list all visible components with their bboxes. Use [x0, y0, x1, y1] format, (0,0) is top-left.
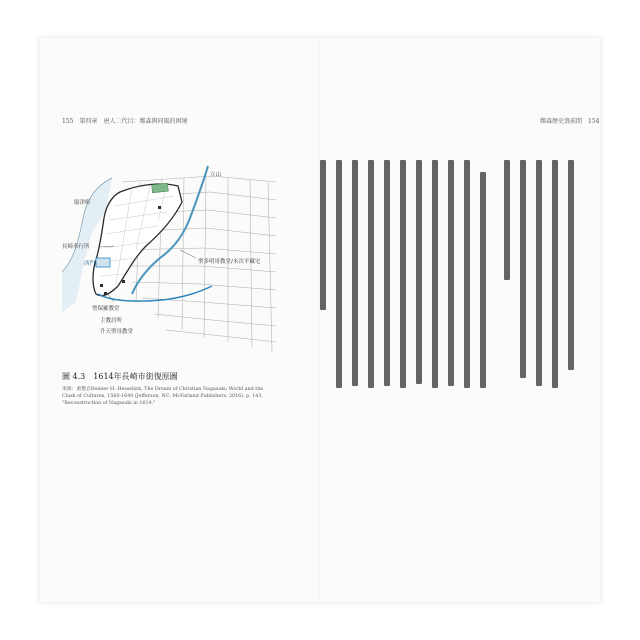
nagasaki-map — [62, 162, 276, 362]
text-column — [448, 160, 454, 460]
label-church: 聖多明哥教堂/末次平藏宅 — [198, 259, 261, 265]
text-column — [368, 160, 374, 460]
green-area — [152, 183, 169, 193]
text-column — [480, 160, 486, 460]
text-column — [352, 160, 358, 460]
label-bay: 船津町 — [74, 200, 91, 206]
text-column — [504, 160, 510, 460]
label-college: 聖保羅教堂 — [92, 306, 120, 312]
figure-source: 來源：重製自Reinier H. Hesselink, The Dream of Christian Nagasaki: World and the Clash of Cultures, 1560-1640 (Jefferson, NC: McFarland Publishers, 2016), p. 143, "Reconstruction of Nagasaki in 1614." — [62, 387, 264, 406]
label-misericordia: 升天聖母教堂 — [100, 329, 134, 335]
text-column — [464, 160, 470, 460]
vertical-text-block — [318, 160, 578, 460]
text-column — [336, 160, 342, 460]
running-head-left: 155 第四章 唐人二代目：鄭森與同風的困境 — [62, 118, 188, 125]
text-column — [536, 160, 542, 460]
text-column — [568, 160, 574, 460]
figure-caption: 圖 4.3 1614年長崎市街復原圖 — [62, 372, 178, 381]
label-hill: 立山 — [210, 172, 222, 178]
text-column — [432, 160, 438, 460]
west-gate-box — [96, 258, 110, 267]
text-column — [552, 160, 558, 460]
text-column — [416, 160, 422, 460]
text-column — [320, 160, 326, 460]
text-column — [400, 160, 406, 460]
running-head-right: 鄭森歷史浪前間 154 — [540, 118, 600, 125]
text-column — [384, 160, 390, 460]
text-column — [520, 160, 526, 460]
label-magistrate: 長崎奉行所 — [62, 244, 90, 250]
label-gate: 西門 — [84, 261, 96, 267]
label-bishop: 主教居所 — [100, 318, 123, 324]
